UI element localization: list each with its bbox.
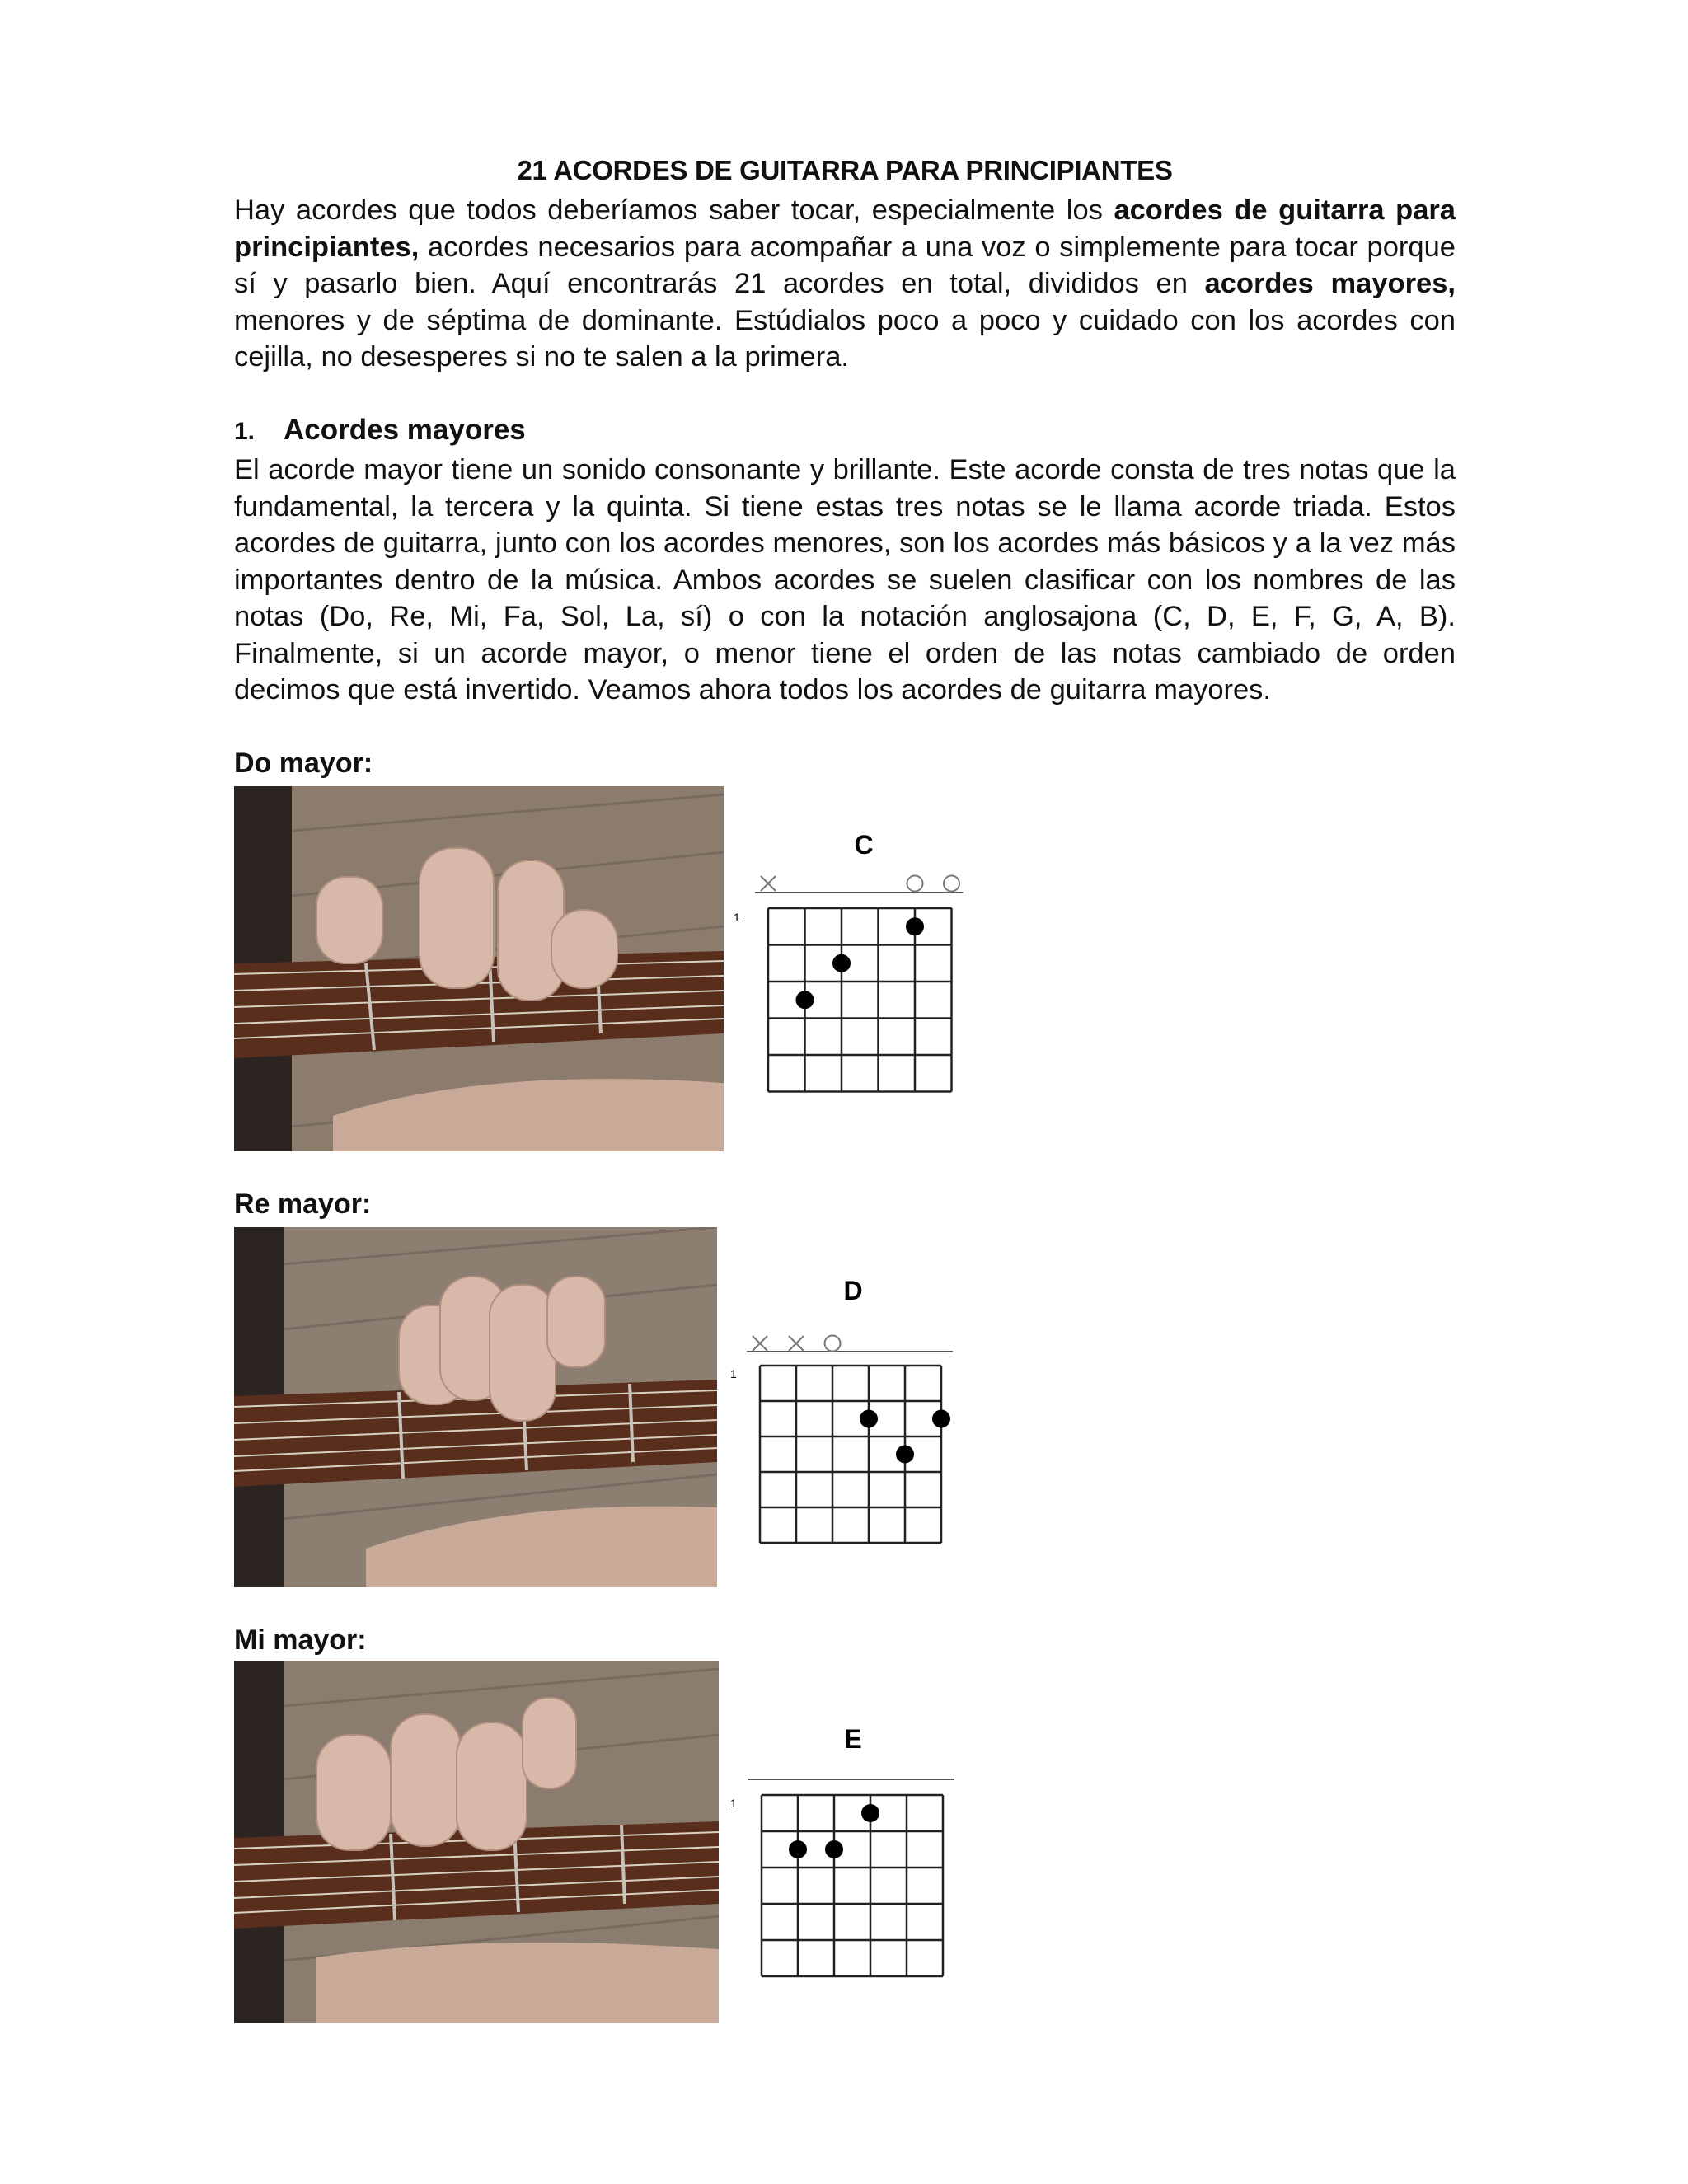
hand-photo-illustration bbox=[234, 1661, 719, 2023]
open-string-marker bbox=[825, 1336, 841, 1352]
intro-bold-2: acordes mayores, bbox=[1204, 268, 1456, 299]
chord-label-re: Re mayor: bbox=[234, 1188, 372, 1220]
finger-dot bbox=[932, 1410, 950, 1428]
fret-number-text: 1 bbox=[730, 1367, 737, 1380]
finger-dot bbox=[896, 1446, 914, 1464]
intro-paragraph bbox=[234, 192, 1456, 376]
open-string-marker bbox=[907, 876, 923, 892]
chord-diagram-re bbox=[719, 1272, 982, 1552]
finger-dot bbox=[861, 1804, 879, 1822]
section-body: El acorde mayor tiene un sonido consonante y brillante. Este acorde consta de tres notas que la fundamental, la tercera y la quinta. Si tiene estas tres notas se le llama acorde triada. Estos acordes de guitarra, junto con los acordes menores, son los acordes más básicos y a la vez más importantes dentro de la música. Ambos acordes se suelen clasificar con los nombres de las notas (Do, Re, Mi, Fa, Sol, La, sí) o con la notación anglosajona (C, D, E, F, G, A, B). Finalmente, si un acorde mayor, o menor tiene el orden de las notas cambiado de orden decimos que está invertido. Veamos ahora todos los acordes de guitarra mayores. bbox=[234, 454, 1456, 705]
finger-dot bbox=[796, 991, 814, 1009]
finger-dot bbox=[860, 1410, 878, 1428]
hand-photo-illustration bbox=[234, 786, 724, 1151]
section-title: Acordes mayores bbox=[284, 414, 526, 446]
chord-grid bbox=[755, 876, 964, 1092]
chord-grid bbox=[747, 1336, 953, 1544]
hand-photo-illustration bbox=[234, 1227, 717, 1587]
finger-dot bbox=[832, 954, 851, 972]
chord-label-mi: Mi mayor: bbox=[234, 1624, 367, 1656]
chord-diagram-mi bbox=[720, 1717, 984, 1997]
finger-dot bbox=[789, 1840, 807, 1858]
chord-name-text: D bbox=[843, 1276, 863, 1305]
section-heading bbox=[234, 414, 526, 447]
fret-number-text: 1 bbox=[730, 1797, 737, 1810]
intro-bold-1: acordes de guitarra para principiantes, bbox=[234, 194, 1456, 263]
chord-photo-mi bbox=[234, 1661, 719, 2023]
chord-name-text: C bbox=[854, 830, 874, 860]
section-number: 1. bbox=[234, 418, 256, 445]
finger-dot bbox=[906, 917, 924, 935]
intro-text-2: acordes necesarios para acompañar a una voz o simplemente para tocar porque sí y pasarlo bien. Aquí encontrarás 21 acordes en total, divididos en bbox=[234, 231, 1456, 299]
intro-text-1: Hay acordes que todos deberíamos saber tocar, especialmente los bbox=[234, 194, 1114, 226]
chord-photo-do bbox=[234, 786, 724, 1151]
open-string-marker bbox=[944, 876, 959, 892]
finger-dot bbox=[825, 1840, 843, 1858]
chord-name-text: E bbox=[844, 1724, 862, 1754]
intro-text-3: menores y de séptima de dominante. Estúdialos poco a poco y cuidado con los acordes con cejilla, no desesperes si no te salen a la primera. bbox=[234, 304, 1456, 373]
chord-photo-re bbox=[234, 1227, 717, 1587]
document-title: 21 ACORDES DE GUITARRA PARA PRINCIPIANTES bbox=[517, 155, 1173, 185]
chord-grid bbox=[748, 1779, 954, 1976]
chord-diagram-do bbox=[725, 816, 989, 1096]
fret-number-text: 1 bbox=[734, 911, 740, 924]
chord-label-do: Do mayor: bbox=[234, 748, 373, 779]
